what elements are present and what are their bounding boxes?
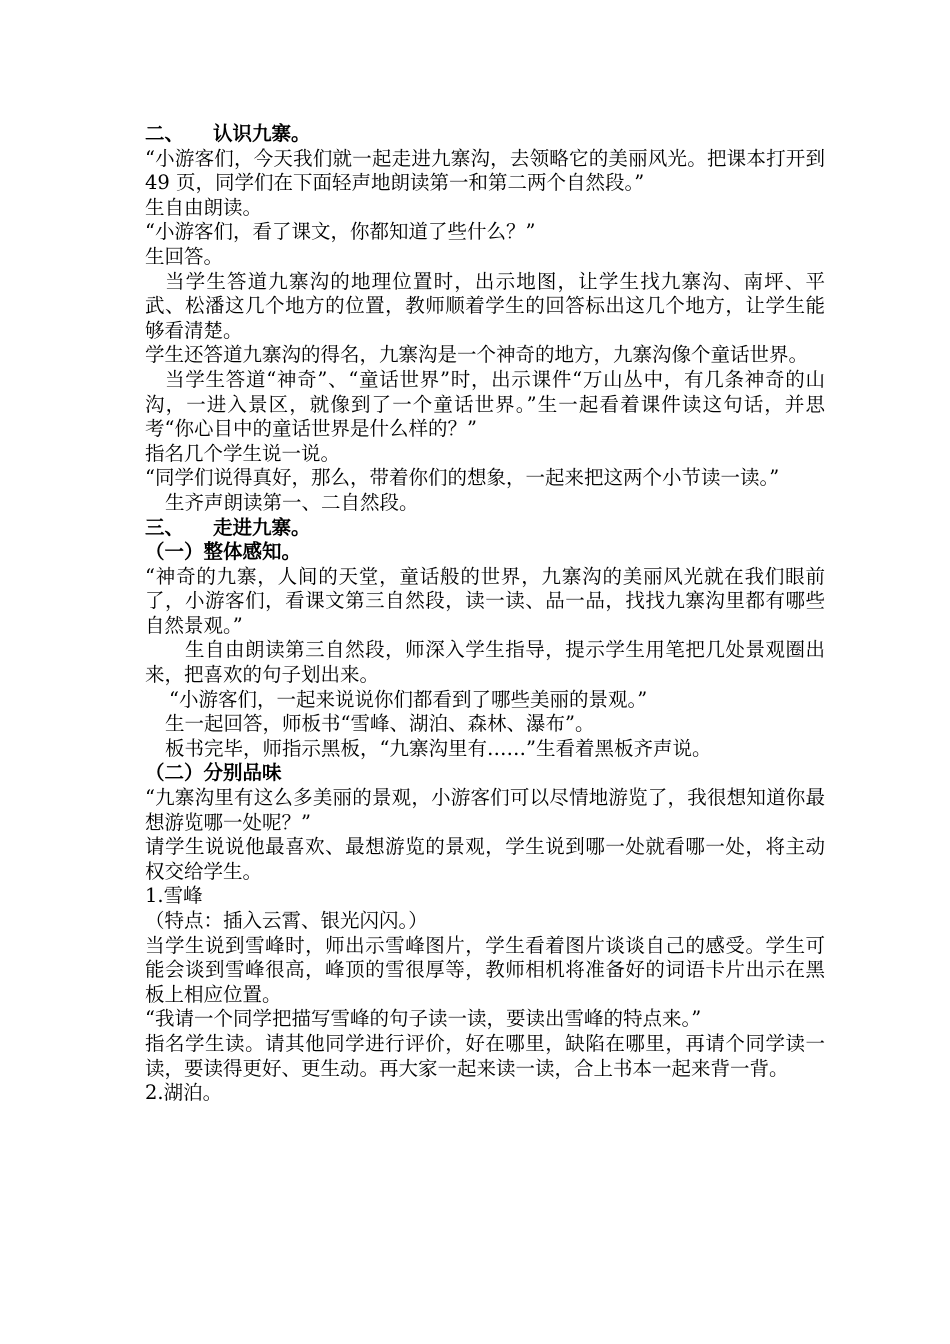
section-title: 走进九寨。 bbox=[213, 515, 311, 539]
paragraph: 生自由朗读第三自然段，师深入学生指导，提示学生用笔把几处景观圈出来，把喜欢的句子划出来。 bbox=[145, 638, 825, 687]
paragraph: 指名几个学生说一说。 bbox=[145, 441, 341, 465]
section-heading-3 bbox=[145, 516, 825, 541]
subsection-heading: （一）整体感知。 bbox=[145, 540, 302, 564]
paragraph: （特点：插入云霄、银光闪闪。） bbox=[145, 909, 428, 932]
paragraph: “小游客们，看了课文，你都知道了些什么？” bbox=[145, 220, 536, 244]
paragraph: “我请一个同学把描写雪峰的句子读一读，要读出雪峰的特点来。” bbox=[145, 1007, 702, 1031]
paragraph: “神奇的九寨，人间的天堂，童话般的世界，九寨沟的美丽风光就在我们眼前了，小游客们，看课文第三自然段，读一读、品一品，找找九寨沟里都有哪些自然景观。” bbox=[145, 564, 825, 637]
paragraph: 生自由朗读。 bbox=[145, 195, 263, 219]
document-page bbox=[145, 122, 825, 1106]
paragraph: 生回答。 bbox=[145, 244, 224, 268]
paragraph: 生齐声朗读第一、二自然段。 bbox=[165, 490, 419, 514]
section-title: 认识九寨。 bbox=[213, 122, 311, 145]
section-number: 三、 bbox=[145, 515, 185, 539]
paragraph: “同学们说得真好，那么，带着你们的想象，一起来把这两个小节读一读。” bbox=[145, 466, 780, 490]
section-number: 二、 bbox=[145, 122, 185, 145]
paragraph: “九寨沟里有这么多美丽的景观，小游客们可以尽情地游览了，我很想知道你最想游览哪一处呢？” bbox=[145, 786, 825, 834]
paragraph: “小游客们，今天我们就一起走进九寨沟，去领略它的美丽风光。把课本打开到 49 页，同学们在下面轻声地朗读第一和第二两个自然段。” bbox=[145, 146, 825, 195]
paragraph: “小游客们，一起来说说你们都看到了哪些美丽的景观。” bbox=[169, 687, 648, 711]
paragraph: 生一起回答，师板书“雪峰、湖泊、森林、瀑布”。 bbox=[165, 712, 595, 736]
paragraph: 学生还答道九寨沟的得名，九寨沟是一个神奇的地方，九寨沟像个童话世界。 bbox=[145, 343, 809, 367]
section-heading-2 bbox=[145, 122, 825, 147]
paragraph: 板书完毕，师指示黑板，“九寨沟里有……”生看着黑板齐声说。 bbox=[165, 736, 712, 760]
paragraph: 当学生答道九寨沟的地理位置时，出示地图，让学生找九寨沟、南坪、平武、松潘这几个地方的位置，教师顺着学生的回答标出这几个地方，让学生能够看清楚。 bbox=[145, 269, 825, 342]
paragraph: 当学生答道“神奇”、“童话世界”时，出示课件“万山丛中，有几条神奇的山沟，一进入景区，就像到了一个童话世界。”生一起看着课件读这句话，并思考“你心目中的童话世界是什么样的？” bbox=[145, 367, 825, 441]
paragraph: 当学生说到雪峰时，师出示雪峰图片，学生看着图片谈谈自己的感受。学生可能会谈到雪峰很高，峰顶的雪很厚等，教师相机将准备好的词语卡片出示在黑板上相应位置。 bbox=[145, 933, 825, 1006]
list-item-heading: 2.湖泊。 bbox=[145, 1081, 223, 1105]
paragraph: 指名学生读。请其他同学进行评价，好在哪里，缺陷在哪里，再请个同学读一读，要读得更好、更生动。再大家一起来读一读，合上书本一起来背一背。 bbox=[145, 1031, 825, 1080]
paragraph: 请学生说说他最喜欢、最想游览的景观，学生说到哪一处就看哪一处，将主动权交给学生。 bbox=[145, 835, 825, 883]
subsection-heading: （二）分别品味 bbox=[145, 761, 282, 785]
list-item-heading: 1.雪峰 bbox=[145, 884, 203, 908]
